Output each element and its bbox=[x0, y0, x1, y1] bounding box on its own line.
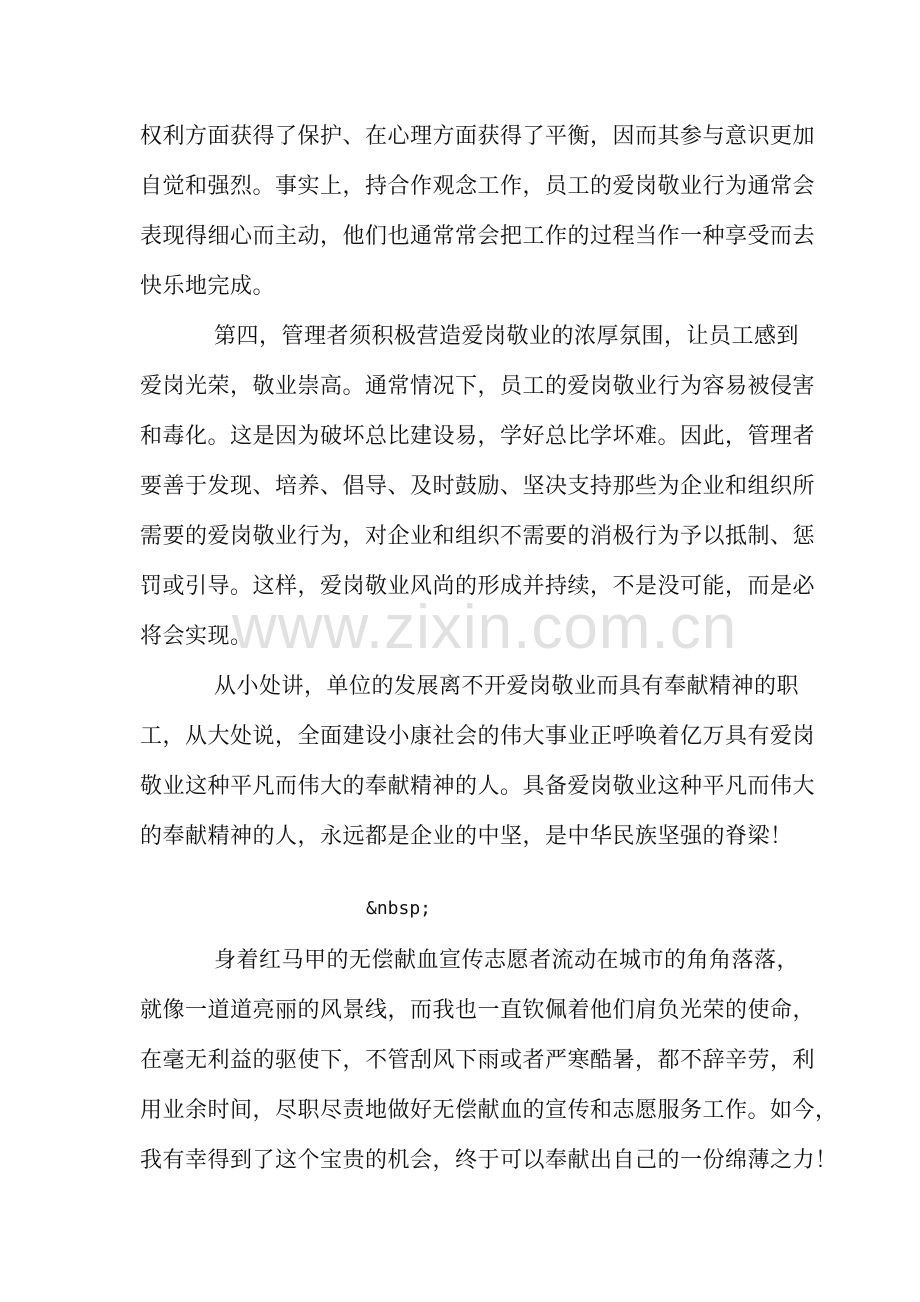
paragraph-2-line-3: 和毒化。这是因为破坏总比建设易，学好总比学坏难。因此，管理者 bbox=[140, 424, 816, 449]
paragraph-1-line-4: 快乐地完成。 bbox=[140, 274, 276, 299]
paragraph-2-line-2: 爱岗光荣，敬业崇高。通常情况下，员工的爱岗敬业行为容易被侵害 bbox=[140, 374, 816, 399]
paragraph-5-line-2: 就像一道道亮丽的风景线，而我也一直钦佩着他们肩负光荣的使命， bbox=[140, 998, 816, 1023]
paragraph-2-line-5: 需要的爱岗敬业行为，对企业和组织不需要的消极行为予以抵制、惩 bbox=[140, 524, 816, 549]
paragraph-3-line-3: 敬业这种平凡而伟大的奉献精神的人。具备爱岗敬业这种平凡而伟大 bbox=[140, 774, 816, 799]
paragraph-2-line-4: 要善于发现、培养、倡导、及时鼓励、坚决支持那些为企业和组织所 bbox=[140, 474, 816, 499]
paragraph-3-line-2: 工，从大处说，全面建设小康社会的伟大事业正呼唤着亿万具有爱岗 bbox=[140, 724, 816, 749]
paragraph-1-line-1: 权利方面获得了保护、在心理方面获得了平衡，因而其参与意识更加 bbox=[140, 124, 816, 149]
paragraph-3-line-1: 从小处讲，单位的发展离不开爱岗敬业而具有奉献精神的职 bbox=[214, 674, 800, 699]
paragraph-2-line-1: 第四，管理者须积极营造爱岗敬业的浓厚氛围，让员工感到 bbox=[214, 324, 800, 349]
nbsp-text: &nbsp; bbox=[366, 898, 432, 919]
paragraph-5-line-5: 我有幸得到了这个宝贵的机会，终于可以奉献出自己的一份绵薄之力！ bbox=[140, 1148, 838, 1173]
paragraph-5-line-1: 身着红马甲的无偿献血宣传志愿者流动在城市的角角落落， bbox=[214, 948, 800, 973]
paragraph-5-line-3: 在毫无利益的驱使下，不管刮风下雨或者严寒酷暑，都不辞辛劳，利 bbox=[140, 1048, 816, 1073]
paragraph-2-line-6: 罚或引导。这样，爱岗敬业风尚的形成并持续，不是没可能，而是必 bbox=[140, 574, 816, 599]
paragraph-1-line-2: 自觉和强烈。事实上，持合作观念工作，员工的爱岗敬业行为通常会 bbox=[140, 174, 816, 199]
paragraph-2-line-7: 将会实现。 bbox=[140, 624, 253, 649]
watermark: www.zixin.com.cn bbox=[232, 593, 738, 662]
paragraph-3-line-4: 的奉献精神的人，永远都是企业的中坚，是中华民族坚强的脊梁！ bbox=[140, 824, 793, 849]
paragraph-5-line-4: 用业余时间，尽职尽责地做好无偿献血的宣传和志愿服务工作。如今， bbox=[140, 1098, 838, 1123]
paragraph-1-line-3: 表现得细心而主动，他们也通常常会把工作的过程当作一种享受而去 bbox=[140, 224, 816, 249]
